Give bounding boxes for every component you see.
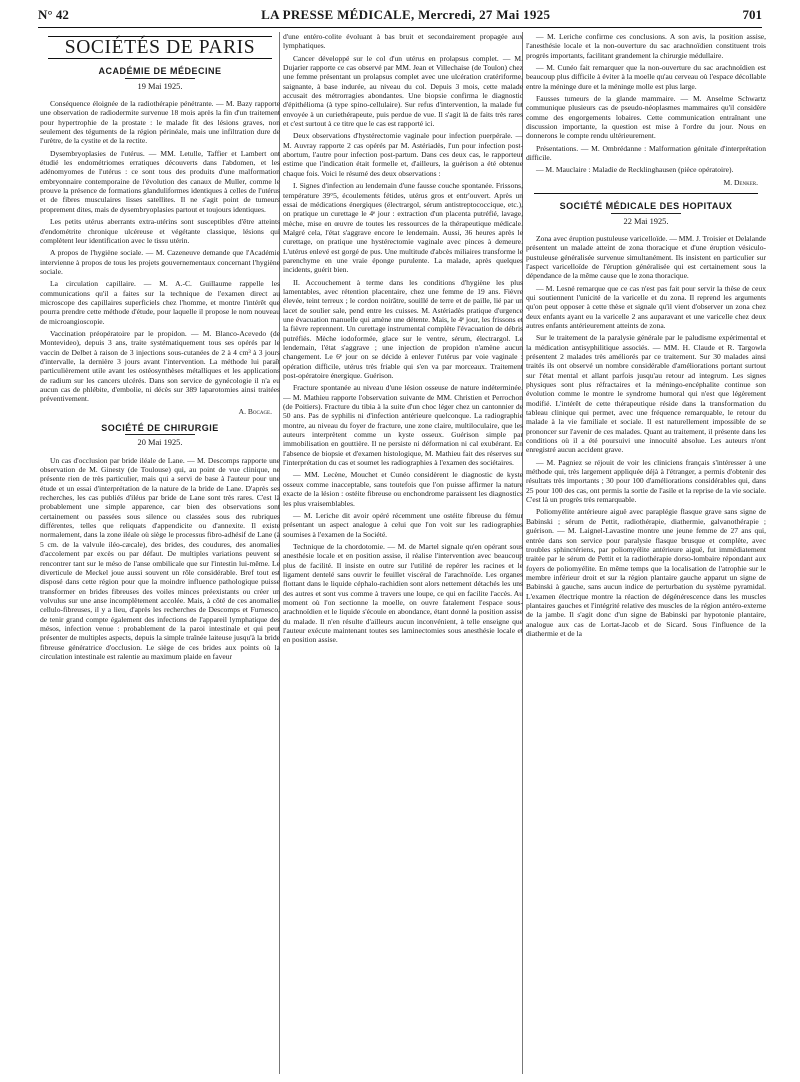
article-paragraph: — M. Pagniez se réjouit de voir les cliniciens français s'intéresser à une méthode qui, très largement appliquée déjà à l'étranger, a permis d'obtenir des résultats très importants ; 30 pour 100 d'améliorations considérables qui, dans 25 pour 100 des cas, ont permis la sortie de l'asile et la reprise de la vie sociale. C'est là un progrès très remarquable.	[526, 457, 766, 505]
article-paragraph: Technique de la chordotomie. — M. de Martel signale qu'en opérant sous anesthésie locale et en position assise, il réalise l'intervention avec beaucoup plus de facilité. Il insiste en outre sur l'utilité de repérer les racines et le ligament dentelé sans ouvrir le feuillet viscéral de l'arachnoïde. Les organes flottant dans le liquide céphalo-rachidien sont alors nettement détachés les uns des autres et sont vus comme à travers une loupe, ce qui en facilite l'accès. Au moment où l'on sectionne la moelle, on ouvre fatalement l'espace sous-arachnoïdien et le liquide s'écoule en abondance, étant donné la position assise du malade. Il n'en résulte d'ailleurs aucun inconvénient, à telle enseigne que l'auteur exécute maintenant toutes ses laminectomies sous anesthésie locale et en position assise.	[283, 541, 523, 645]
society-title-rule	[611, 213, 681, 214]
society-title-rule	[125, 434, 195, 435]
journal-title: LA PRESSE MÉDICALE, Mercredi, 27 Mai 1925	[261, 7, 551, 22]
article-paragraph: — M. Cunéo fait remarquer que la non-ouverture du sac arachnoïdien est beaucoup plus difficile à éviter à la moelle qu'au cerveau où l'espace décollable entre la méninge dure et la méninge molle est plus large.	[526, 63, 766, 91]
article-paragraph: Sur le traitement de la paralysie générale par le paludisme expérimental et la médication antisyphilitique associés. — MM. H. Claude et R. Targowla présentent 2 malades très améliorés par ce traitement. Sur 30 malades ainsi traités ils ont observé un nombre considérable d'améliorations portant surtout sur l'état mental et allant parfois jusqu'au retour ad integrum. Les signes physiques sont plus réfractaires et la méningo-encéphalite continue son évolution comme le montre le syndrome humoral qui n'est que légèrement modifié. L'intérêt de cette thérapeutique réside dans la transformation du tableau clinique qui permet, avec une fréquence remarquable, le retour du malade à la vie familiale et sociale. Il est naturellement impossible de se prononcer sur l'avenir de ces malades. Quant au traitement, il présente dans les conditions où il a été poursuivi une innocuité absolue. Les auteurs n'ont enregistré aucun accident grave.	[526, 333, 766, 455]
article-paragraph: Fracture spontanée au niveau d'une lésion osseuse de nature indéterminée. — M. Mathieu rapporte l'observation suivante de MM. Christien et Perrochon (de Poitiers). Fracture du tibia à la suite d'un choc léger chez un cantonnier de 50 ans. Pas de syphilis ni d'infection antérieure quelconque. La radiographie montre, au niveau du foyer de fracture, une zone claire, multiloculaire, que les auteurs interprètent comme un kyste osseux. Guérison simple par immobilisation en gouttière. Il ne persiste ni déformation ni cal exubérant. En l'absence de biopsie et d'examen histologique, M. Mathieu fait des réserves sur l'interprétation du cas et soumet les radiographies à l'examen des sociétaires.	[283, 383, 523, 468]
society-title-rule	[125, 78, 195, 79]
article-paragraph: I. Signes d'infection au lendemain d'une fausse couche spontanée. Frissons, température 39°5, écoulements fétides, utérus gros et entr'ouvert. Après un essai de médications énergiques (électrargol, sérum antistreptococcique, etc.), on pratique un curettage le 4ᵉ jour : extraction d'un placenta putréfié, lavage, mèche, mise en œuvre de toutes les ressources de la thérapeutique médicale. Malgré cela, l'état s'aggrave encore le lendemain. Aussi, 36 heures après le curettage, on pratique une hystérectomie vaginale avec pinces à demeure. L'utérus enlevé est gorgé de pus. Une multitude d'abcès miliaires transforme le parenchyme en une vraie éponge purulente. La malade, après quelques incidents, guérit bien.	[283, 181, 523, 275]
running-head	[38, 4, 762, 26]
section-rule	[534, 193, 758, 194]
article-paragraph: Zona avec éruption pustuleuse varicelloïde. — MM. J. Troisier et Delalande présentent un malade atteint de zona thoracique et d'une éruption vésiculo-pustuleuse généralisée survenue simultanément. Ils insistent en particulier sur l'aspect varicelloïde de l'éruption généralisée qui est certainement sous la dépendance de la même cause que le zona thoracique.	[526, 233, 766, 281]
article-paragraph: A propos de l'hygiène sociale. — M. Cazeneuve demande que l'Académie intervienne à propos de tous les projets gouvernementaux concernant l'hygiène sociale.	[40, 248, 280, 276]
banner-rule-bottom	[48, 58, 272, 59]
article-paragraph: Fausses tumeurs de la glande mammaire. — M. Anselme Schwartz communique plusieurs cas de pseudo-néoplasmes mammaires qu'il considère comme des engorgements lobaires. Cette communication entraînant une discussion importante, la question est mise à l'ordre du jour. Nous en donnerons le compte rendu ultérieurement.	[526, 94, 766, 141]
article-paragraph: — MM. Lecène, Mouchet et Cunéo considèrent le diagnostic de kyste osseux comme inacceptable, sans toutefois que l'on puisse affirmer la nature exacte de la lésion : ostéite fibreuse ou enchondrome paraissent les diagnostics les plus vraisemblables.	[283, 470, 523, 508]
article-paragraph: La circulation capillaire. — M. A.-C. Guillaume rappelle les communications qu'il a faites sur la technique de l'examen direct au microscope des capillaires superficiels chez l'homme, et montre l'intérêt que pourra prendre cette méthode d'étude, pour laquelle il propose le nom nouveau de microangioscopie.	[40, 279, 280, 326]
session-date: 19 Mai 1925.	[137, 81, 183, 91]
article-paragraph: Un cas d'occlusion par bride iléale de Lane. — M. Descomps rapporte une observation de M. Ginesty (de Toulouse) qui, au point de vue clinique, ne présente rien de très particulier, mais qui a servi de base à l'auteur pour une étude et un essai d'interprétation de la nature de la bride de Lane. D'après ses recherches, les cas publiés d'iléus par bride de Lane sont très rares. C'est là probablement une simple apparence, car bien des observations sont certainement ou passées sous silence ou classées sous des rubriques différentes, telles que reliquats d'appendicite ou d'annexite. Il existe normalement, dans la zone iléale où siège le processus fibro-adhésif de Lane (à 5 cm. de la valvule iléo-cæcale), des brides, des coudures, des anomalies d'accolement par excès ou par défaut. De multiples variations peuvent se rencontrer tant sur le méso de l'anse ombilicale que sur l'intestin lui-même. Le diverticule de Meckel joue aussi souvent un rôle considérable. Bref tout est disposé dans cette région pour que la moindre influence pathologique puisse transformer en brides fibreuses des voiles minces préexistants ou créer un volvulus sur une anse incomplètement accolée. Mais, à côté de ces anomalies cellulo-fibreuses, il y a lieu, d'après les recherches de Descomps et Furnesco, de tenir grand compte également des infections de l'appareil lymphatique des mésos, infection venue : probablement de la paroi intestinale et qui peut présenter de multiples aspects, depuis la simple traînée laiteuse jusqu'à la bride fibreuse génératrice d'occlusion. Le siège de ces brides aux points où la circulation intestinale est ralentie au maximum plaide en faveur	[40, 455, 280, 661]
society-title: SOCIÉTÉ MÉDICALE DES HOPITAUX	[559, 201, 733, 212]
article-paragraph: Cancer développé sur le col d'un utérus en prolapsus complet. — M. Dujarier rapporte ce cas observé par MM. Jean et Villechaise (de Toulon) chez une femme présentant un prolapsus complet avec une ulcération cratériforme, saignante, à base indurée, au niveau du col. Depuis 3 mois, cette malade accusait des métrorragies abondantes. Une biopsie confirma le diagnostic d'épithélioma (à type spino-cellulaire). Sur refus d'intervention, la malade fut envoyée à un curiethérapeute, puis perdue de vue. Il s'agit là de faits très rares et c'est surtout à ce titre que le cas est rapporté ici.	[283, 53, 523, 129]
issue-number: N° 42	[38, 7, 69, 22]
article-paragraph: II. Accouchement à terme dans les conditions d'hygiène les plus lamentables, avec rétention placentaire, chez une femme de 19 ans. Fièvre élevée, teint terreux ; le cordon noirâtre, souillé de terre et de paille, lié par un lacet de soulier sale, pend entre les cuisses. M. Astériadès pratique d'urgence une évacuation manuelle qui amène une détente. Mais, le 4ᵉ jour, les frissons et la fièvre reprennent. Un curettage instrumental complète l'évacuation de débris putréfiés. Mèche iodoformée, glace sur le ventre, sérum, électrargol. Le lendemain, l'état s'aggrave ; une injection de propidon n'amène aucun changement. Le 6ᵉ jour on se décide à enlever l'utérus par voie vaginale : opération difficile, utérus très friable qui s'en va par morceaux. Traitement post-opératoire énergique. Guérison.	[283, 277, 523, 381]
article-paragraph: Dysembryoplasies de l'utérus. — MM. Letulle, Taffier et Lambert ont étudié les endométriomes erratiques découverts dans l'abdomen, et les adénomyomes de l'utérus : ce sont tous des produits d'une malformation embryonnaire contemporaine de l'évolution des canaux de Muller, comme le prouve la présence de formations glanduliformes identiques à celles de l'utérus et de fibres musculaires lisses satellites. Il ne s'agit point de tumeurs proprement dites, mais de dysembryoplasies partout et toujours identiques.	[40, 148, 280, 214]
section-banner: SOCIÉTÉS DE PARIS	[64, 37, 256, 58]
column-1	[40, 32, 280, 1078]
article-paragraph: — M. Mauclaire : Maladie de Recklinghausen (pièce opératoire).	[536, 165, 734, 175]
society-title: ACADÉMIE DE MÉDECINE	[98, 66, 222, 77]
column-2	[283, 32, 523, 1078]
session-date: 22 Mai 1925.	[623, 216, 669, 226]
author-signature: M. Denker.	[723, 177, 758, 187]
article-paragraph: d'une entéro-colite évoluant à bas bruit et secondairement propagée aux lymphatiques.	[283, 32, 523, 51]
article-paragraph: — M. Leriche dit avoir opéré récemment une ostéite fibreuse du fémur présentant un aspect analogue à celui que l'on voit sur les radiographies soumises à l'examen de la Société.	[283, 510, 523, 539]
session-date: 20 Mai 1925.	[137, 438, 183, 448]
header-rule	[38, 27, 762, 28]
page-number: 701	[742, 7, 762, 22]
article-paragraph: — M. Leriche confirme ces conclusions. A son avis, la position assise, l'anesthésie locale et la non-ouverture du sac arachnoïdien constituent trois progrès importants, facilitant grandement la chirurgie médullaire.	[526, 32, 766, 60]
article-paragraph: Conséquence éloignée de la radiothérapie pénétrante. — M. Bazy rapporte une observation de radiodermite survenue 18 mois après la fin d'un traitement pour hypertrophie de la prostate : le malade fit des lésions graves, non seulement des téguments de la région périnéale, mais une infiltration dure de l'urètre, de la cystite et de la rectite.	[40, 99, 280, 146]
article-paragraph: Vaccination préopératoire par le propidon. — M. Blanco-Acevedo (de Montevideo), depuis 3 ans, traite systématiquement tous ses opérés par le vaccin de Delbet à raison de 3 injections sous-cutanées de 2 à 4 cm³ à 3 jours d'intervalle, la dernière 3 jours avant l'intervention. La méthode lui paraît particulièrement utile avant les ostéosynthèses métalliques et les applications de radium sur les cancers ulcérés. Dans son service de gynécologie il n'a eu aucun cas de phlébite, d'embolie, ni décès sur 389 laparotomies ainsi traitées préventivement.	[40, 328, 280, 404]
article-paragraph: — M. Lesné remarque que ce cas n'est pas fait pour servir la thèse de ceux qui soutiennent l'unicité de la varicelle et du zona. Il reprend les arguments qu'on peut opposer à cette thèse et signale qu'il vient d'observer un zona chez deux enfants ayant eu la varicelle 2 ans auparavant et une varicelle chez deux autres enfants antérieurement atteints de zona.	[526, 283, 766, 330]
article-paragraph: Poliomyélite antérieure aiguë avec paraplégie flasque grave sans signe de Babinski ; sérum de Pettit, radiothérapie, diathermie, galvanothérapie ; guérison. — M. Laignel-Lavastine montre une jeune femme de 27 ans qui, entrée dans son service pour paralysie flasque brusque et complète, avec troubles sphinctériens, par poliomyélite antérieure aiguë, fut immédiatement traitée par le sérum de Pettit et la radiothérapie dorso-lombaire répondant aux foyers de poliomyélite. En même temps que la localisation de l'atrophie sur le membre inférieur droit et sur la région plantaire gauche apparut un signe de Babinski à gauche, sans aucun indice de perturbation du système pyramidal. L'examen électrique montre la réaction de dégénérescence dans les muscles plantaires gauches et l'intégrité relative des muscles de la région antéro-externe de la jambe. Il s'agit donc d'un signe de Babinski par hypotonie plantaire, analogue aux cas de Lortat-Jacob et de Sicard. Sous l'influence de la diathermie et de la	[526, 507, 766, 638]
article-paragraph: Les petits utérus aberrants extra-utérins sont susceptibles d'être atteints d'endométrite chronique ulcéreuse et végétante classique, lésions qui complètent leur identification avec le tissu utérin.	[40, 217, 280, 245]
society-title: SOCIÉTÉ DE CHIRURGIE	[101, 423, 219, 434]
article-paragraph: Deux observations d'hystérectomie vaginale pour infection puerpérale. — M. Auvray rapporte 2 cas opérés par M. Astériadès, l'un pour infection post-abortum, l'autre pour infection post-partum. Dans ces deux cas, le rapporteur estime que l'indication était formelle et, d'ailleurs, la guérison a été obtenue chaque fois. Voici le résumé des deux observations :	[283, 131, 523, 178]
author-signature: A. Bocage.	[238, 406, 272, 416]
column-3	[526, 32, 766, 1078]
article-paragraph: Présentations. — M. Ombrédanne : Malformation génitale d'interprétation difficile.	[526, 143, 766, 163]
